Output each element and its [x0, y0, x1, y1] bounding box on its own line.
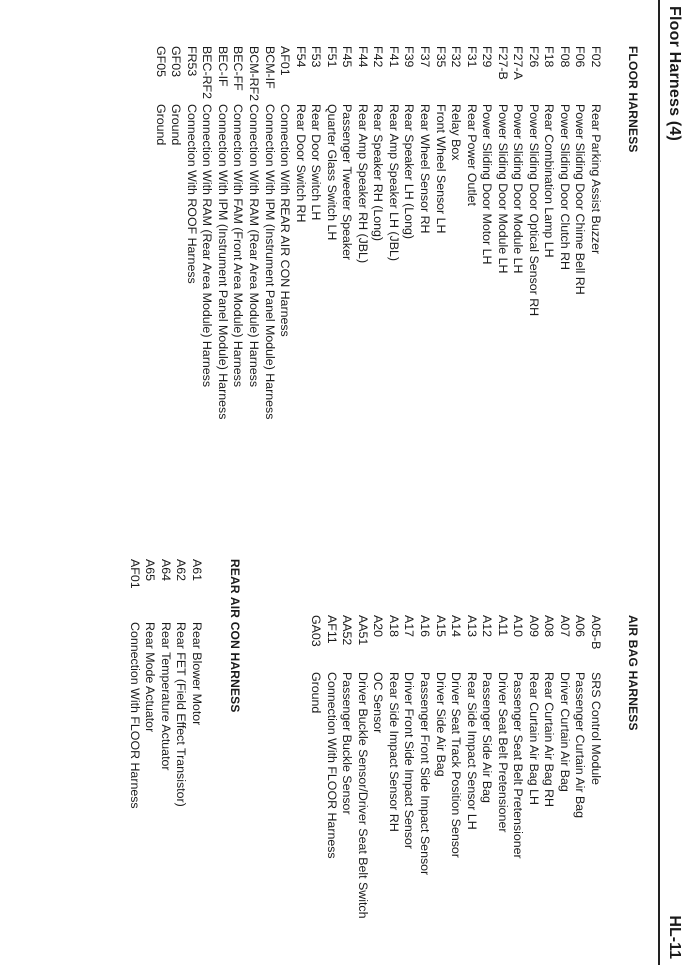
- connector-description: Connection With RAM (Rear Area Module) Harness: [200, 104, 215, 388]
- connector-description: Rear Curtain Air Bag LH: [526, 672, 541, 805]
- connector-description: Passenger Front Side Impact Sensor: [417, 672, 432, 876]
- connector-description: Driver Side Air Bag: [433, 672, 448, 777]
- connector-code: F08: [557, 46, 572, 68]
- connector-description: Driver Front Side Impact Sensor: [402, 672, 417, 849]
- list-item: [401, 46, 417, 419]
- list-item: [370, 615, 386, 919]
- list-item: [479, 46, 495, 419]
- rear-air-con-harness-list: [126, 559, 204, 809]
- connector-code: A15: [433, 615, 448, 638]
- page-title: Floor Harness (4): [666, 6, 683, 141]
- connector-code: F02: [589, 46, 603, 68]
- list-item: [541, 615, 557, 919]
- connector-code: F06: [573, 46, 588, 68]
- connector-code: F35: [433, 46, 448, 68]
- list-item: [126, 559, 142, 809]
- connector-code: BCM-IF: [262, 46, 277, 89]
- connector-description: Driver Curtain Air Bag: [557, 672, 572, 792]
- connector-code: A07: [557, 615, 572, 638]
- list-item: [152, 46, 168, 419]
- connector-description: Rear Power Outlet: [464, 104, 479, 206]
- list-item: [463, 615, 479, 919]
- connector-description: Power Sliding Door Motor LH: [480, 104, 495, 265]
- list-item: [183, 46, 199, 419]
- connector-description: Rear FET (Field Effect Transistor): [174, 622, 189, 807]
- connector-code: BEC-FF: [231, 46, 246, 91]
- connector-code: AA51: [355, 615, 370, 646]
- list-item: [308, 615, 324, 919]
- connector-code: A10: [511, 615, 526, 638]
- list-item: [157, 559, 173, 809]
- connector-code: A17: [402, 615, 417, 638]
- connector-code: A12: [480, 615, 495, 638]
- connector-code: A06: [573, 615, 588, 638]
- list-item: [556, 46, 572, 419]
- floor-harness-heading: FLOOR HARNESS: [626, 46, 640, 153]
- list-item: [510, 46, 526, 419]
- list-item: [370, 46, 386, 419]
- connector-description: Power Sliding Door Module LH: [511, 104, 526, 274]
- list-item: [587, 46, 603, 419]
- connector-description: Passenger Side Air Bag: [480, 672, 495, 803]
- connector-description: Driver Buckle Sensor/Driver Seat Belt Switch: [355, 672, 370, 919]
- list-item: [354, 46, 370, 419]
- connector-description: Driver Seat Belt Pretensioner: [495, 672, 510, 833]
- connector-code: A61: [190, 559, 204, 582]
- list-item: [479, 615, 495, 919]
- list-item: [572, 46, 588, 419]
- list-item: [463, 46, 479, 419]
- list-item: [556, 615, 572, 919]
- list-item: [494, 46, 510, 419]
- connector-code: A11: [495, 615, 510, 637]
- connector-description: Rear Side Impact Sensor RH: [386, 672, 401, 832]
- connector-description: Power Sliding Door Clutch RH: [557, 104, 572, 270]
- connector-description: Power Sliding Door Optical Sensor RH: [526, 104, 541, 317]
- list-item: [188, 559, 204, 809]
- connector-description: Rear Combination Lamp LH: [542, 104, 557, 258]
- list-item: [525, 46, 541, 419]
- connector-code: A14: [449, 615, 464, 638]
- connector-code: F27-A: [511, 46, 526, 80]
- connector-code: A64: [158, 559, 173, 582]
- connector-code: F53: [309, 46, 324, 68]
- list-item: [416, 46, 432, 419]
- connector-code: F29: [480, 46, 495, 68]
- connector-code: F44: [355, 46, 370, 68]
- connector-description: Rear Speaker RH (Long): [371, 104, 386, 242]
- connector-code: A62: [174, 559, 189, 582]
- list-item: [432, 615, 448, 919]
- connector-description: Rear Door Switch RH: [293, 104, 308, 223]
- list-item: [168, 46, 184, 419]
- connector-code: GF03: [169, 46, 184, 77]
- connector-code: AF01: [127, 559, 142, 589]
- connector-code: F45: [340, 46, 355, 68]
- connector-description: Passenger Buckle Sensor: [340, 672, 355, 815]
- connector-code: AF11: [324, 615, 339, 644]
- connector-description: Rear Door Switch LH: [309, 104, 324, 221]
- list-item: [323, 46, 339, 419]
- connector-code: A20: [371, 615, 386, 638]
- connector-code: F54: [293, 46, 308, 68]
- connector-description: Connection With ROOF Harness: [184, 104, 199, 284]
- list-item: [173, 559, 189, 809]
- list-item: [448, 615, 464, 919]
- connector-description: Ground: [309, 672, 324, 714]
- list-item: [339, 46, 355, 419]
- connector-description: Ground: [169, 104, 184, 146]
- list-item: [339, 615, 355, 919]
- connector-code: A65: [143, 559, 158, 582]
- connector-code: F26: [526, 46, 541, 68]
- connector-code: A05-B: [589, 615, 603, 650]
- connector-description: Rear Amp Speaker LH (JBL): [386, 104, 401, 262]
- list-item: [142, 559, 158, 809]
- list-item: [541, 46, 557, 419]
- connector-description: OC Sensor: [371, 672, 386, 734]
- connector-code: GA03: [309, 615, 324, 647]
- connector-code: GF05: [153, 46, 168, 77]
- connector-description: Quarter Glass Switch LH: [324, 104, 339, 241]
- airbag-harness-list: [308, 615, 603, 919]
- list-item: [261, 46, 277, 419]
- connector-description: SRS Control Module: [589, 672, 603, 785]
- connector-code: F42: [371, 46, 386, 68]
- connector-description: Connection With IPM (Instrument Panel Module) Harness: [262, 104, 277, 420]
- connector-code: A18: [386, 615, 401, 638]
- connector-description: Rear Parking Assist Buzzer: [589, 104, 603, 255]
- connector-description: Front Wheel Sensor LH: [433, 104, 448, 234]
- connector-description: Rear Side Impact Sensor LH: [464, 672, 479, 830]
- list-item: [587, 615, 603, 919]
- airbag-harness-heading: AIR BAG HARNESS: [626, 615, 640, 731]
- list-item: [385, 46, 401, 419]
- connector-description: Relay Box: [449, 104, 464, 161]
- connector-description: Rear Temperature Actuator: [158, 622, 173, 771]
- connector-description: Rear Wheel Sensor RH: [417, 104, 432, 234]
- connector-description: Passenger Curtain Air Bag: [573, 672, 588, 819]
- connector-code: A16: [417, 615, 432, 638]
- connector-description: Rear Curtain Air Bag RH: [542, 672, 557, 807]
- connector-code: F41: [386, 46, 401, 68]
- floor-harness-list: [152, 46, 603, 419]
- connector-code: F18: [542, 46, 557, 68]
- list-item: [572, 615, 588, 919]
- connector-code: F31: [464, 46, 479, 68]
- page-number: HL-11: [666, 915, 683, 959]
- connector-code: FR53: [184, 46, 199, 77]
- list-item: [401, 615, 417, 919]
- list-item: [416, 615, 432, 919]
- connector-description: Ground: [153, 104, 168, 146]
- connector-description: Connection With REAR AIR CON Harness: [278, 104, 293, 337]
- connector-code: F51: [324, 46, 339, 68]
- connector-description: Connection With IPM (Instrument Panel Module) Harness: [215, 104, 230, 420]
- connector-code: AF01: [278, 46, 293, 76]
- connector-description: Passenger Seat Belt Pretensioner: [511, 672, 526, 859]
- list-item: [432, 46, 448, 419]
- connector-description: Power Sliding Door Module LH: [495, 104, 510, 274]
- list-item: [308, 46, 324, 419]
- connector-description: Connection With FLOOR Harness: [127, 622, 142, 809]
- connector-code: F27-B: [495, 46, 510, 80]
- list-item: [510, 615, 526, 919]
- connector-description: Rear Amp Speaker RH (JBL): [355, 104, 370, 264]
- list-item: [385, 615, 401, 919]
- list-item: [245, 46, 261, 419]
- connector-code: BCM-RF2: [246, 46, 261, 102]
- list-item: [214, 46, 230, 419]
- header-divider: [658, 0, 660, 965]
- connector-description: Connection With FLOOR Harness: [324, 672, 339, 859]
- connector-code: F37: [417, 46, 432, 68]
- list-item: [277, 46, 293, 419]
- list-item: [525, 615, 541, 919]
- connector-description: Rear Speaker LH (Long): [402, 104, 417, 239]
- connector-description: Rear Blower Motor: [190, 622, 204, 726]
- list-item: [199, 46, 215, 419]
- connector-code: A09: [526, 615, 541, 638]
- connector-description: Rear Mode Actuator: [143, 622, 158, 733]
- list-item: [448, 46, 464, 419]
- connector-code: F39: [402, 46, 417, 68]
- connector-description: Connection With RAM (Rear Area Module) Harness: [246, 104, 261, 388]
- connector-description: Passenger Tweeter Speaker: [340, 104, 355, 261]
- list-item: [292, 46, 308, 419]
- connector-code: F32: [449, 46, 464, 68]
- connector-description: Connection With FAM (Front Area Module) Harness: [231, 104, 246, 388]
- list-item: [354, 615, 370, 919]
- list-item: [230, 46, 246, 419]
- connector-description: Driver Seat Track Position Sensor: [449, 672, 464, 858]
- connector-code: BEC-RF2: [200, 46, 215, 100]
- connector-code: A08: [542, 615, 557, 638]
- list-item: [323, 615, 339, 919]
- rear-air-con-harness-heading: REAR AIR CON HARNESS: [228, 559, 242, 713]
- list-item: [494, 615, 510, 919]
- connector-code: BEC-IF: [215, 46, 230, 87]
- connector-description: Power Sliding Door Chime Bell RH: [573, 104, 588, 295]
- connector-code: AA52: [340, 615, 355, 646]
- connector-code: A13: [464, 615, 479, 638]
